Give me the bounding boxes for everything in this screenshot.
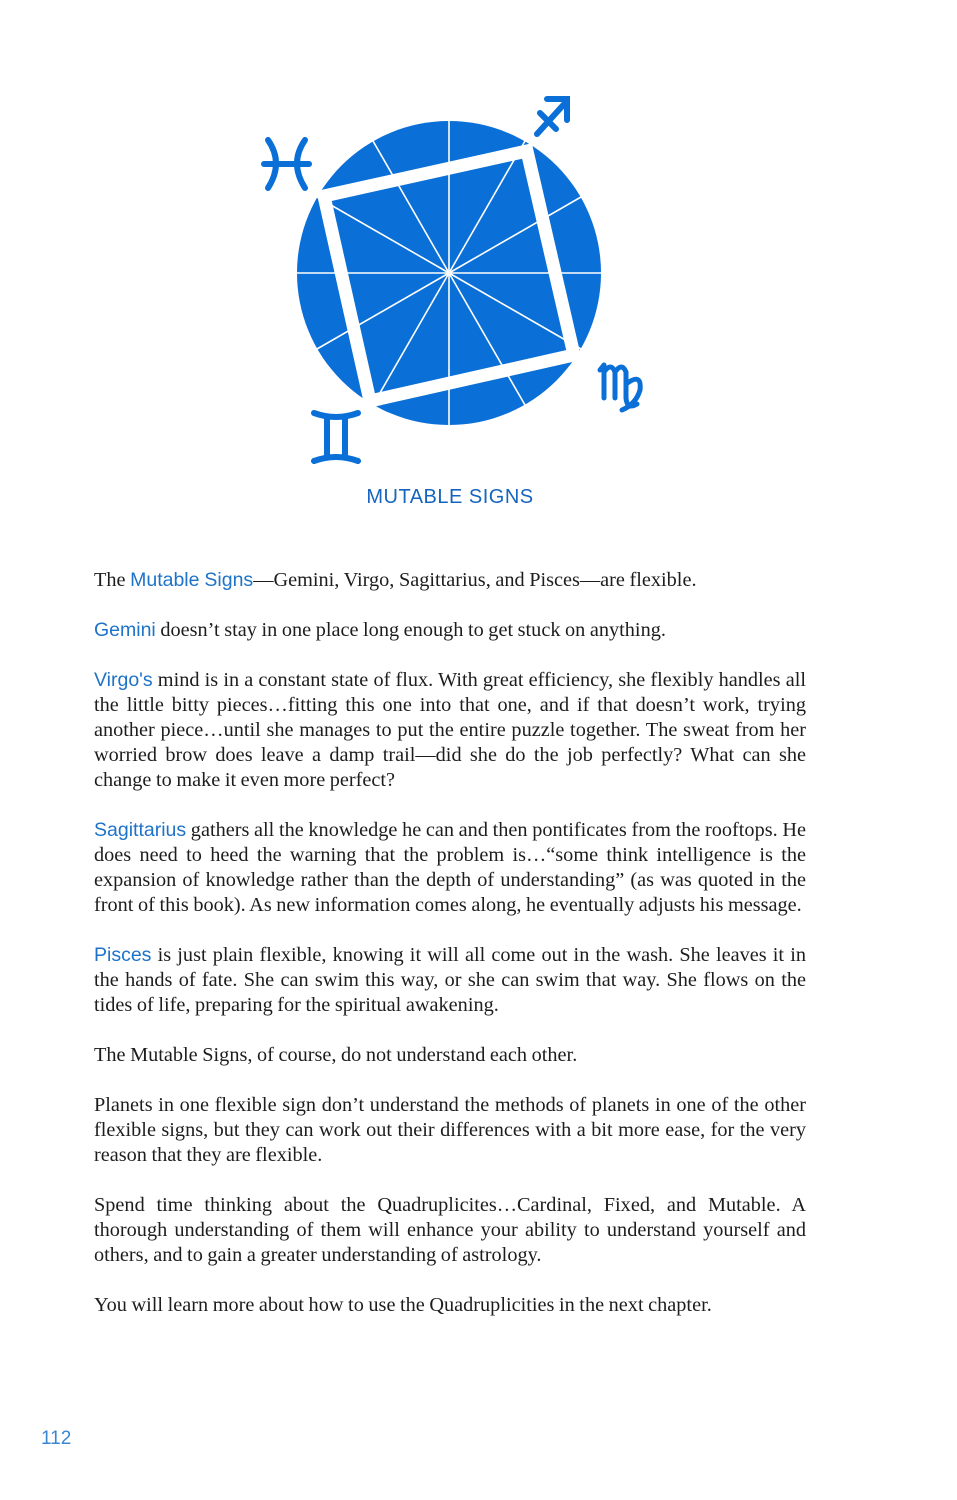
diagram-caption: MUTABLE SIGNS [366, 486, 534, 508]
term-gemini: Gemini [94, 619, 156, 641]
paragraph: Sagittarius gathers all the knowledge he can and then pontificates from the rooftops. He does need to heed the warning that the problem is…“some think intelligence is the expansion of knowledge rather than the depth of understanding” (as was quoted in the front of this book). As new information comes along, he eventually adjusts his message. [94, 819, 806, 916]
sagittarius-icon [537, 99, 567, 134]
paragraph: Virgo's mind is in a constant state of flux. With great efficiency, she flexibly handles all the little bitty pieces…fitting this one into that one, and if that doesn’t work, trying another piece…until she manages to put the entire puzzle together. The sweat from her worried brow does leave a damp trail—did she do the job perfectly? What can she change to make it even more perfect? [94, 669, 806, 791]
term-sagittarius: Sagittarius [94, 819, 187, 841]
paragraph: Pisces is just plain flexible, knowing it will all come out in the wash. She leaves it in the hands of fate. She can swim this way, or she can swim that way. She flows on the tides of life, preparing for the spiritual awakening. [94, 944, 806, 1016]
mutable-signs-diagram [255, 90, 655, 475]
pisces-icon [264, 140, 309, 188]
page-number: 112 [41, 1428, 72, 1449]
paragraph: Spend time thinking about the Quadruplicites…Cardinal, Fixed, and Mutable. A thorough understanding of them will enhance your ability to understand yourself and others, and to gain a greater understanding of astrology. [94, 1194, 806, 1266]
term-mutable-signs: Mutable Signs [130, 569, 254, 591]
paragraph: Gemini doesn’t stay in one place long enough to get stuck on anything. [94, 619, 666, 641]
body-text [94, 568, 806, 1343]
paragraph: The Mutable Signs, of course, do not understand each other. [94, 1044, 578, 1066]
term-virgo: Virgo's [94, 669, 153, 691]
paragraph: Planets in one flexible sign don’t understand the methods of planets in one of the other flexible signs, but they can work out their differences with a bit more ease, for the very reason that they are flexible. [94, 1094, 806, 1166]
paragraph: You will learn more about how to use the Quadruplicities in the next chapter. [94, 1294, 712, 1316]
virgo-icon [600, 365, 640, 410]
gemini-icon [314, 413, 358, 461]
paragraph: The Mutable Signs—Gemini, Virgo, Sagittarius, and Pisces—are flexible. [94, 569, 697, 591]
term-pisces: Pisces [94, 944, 152, 966]
